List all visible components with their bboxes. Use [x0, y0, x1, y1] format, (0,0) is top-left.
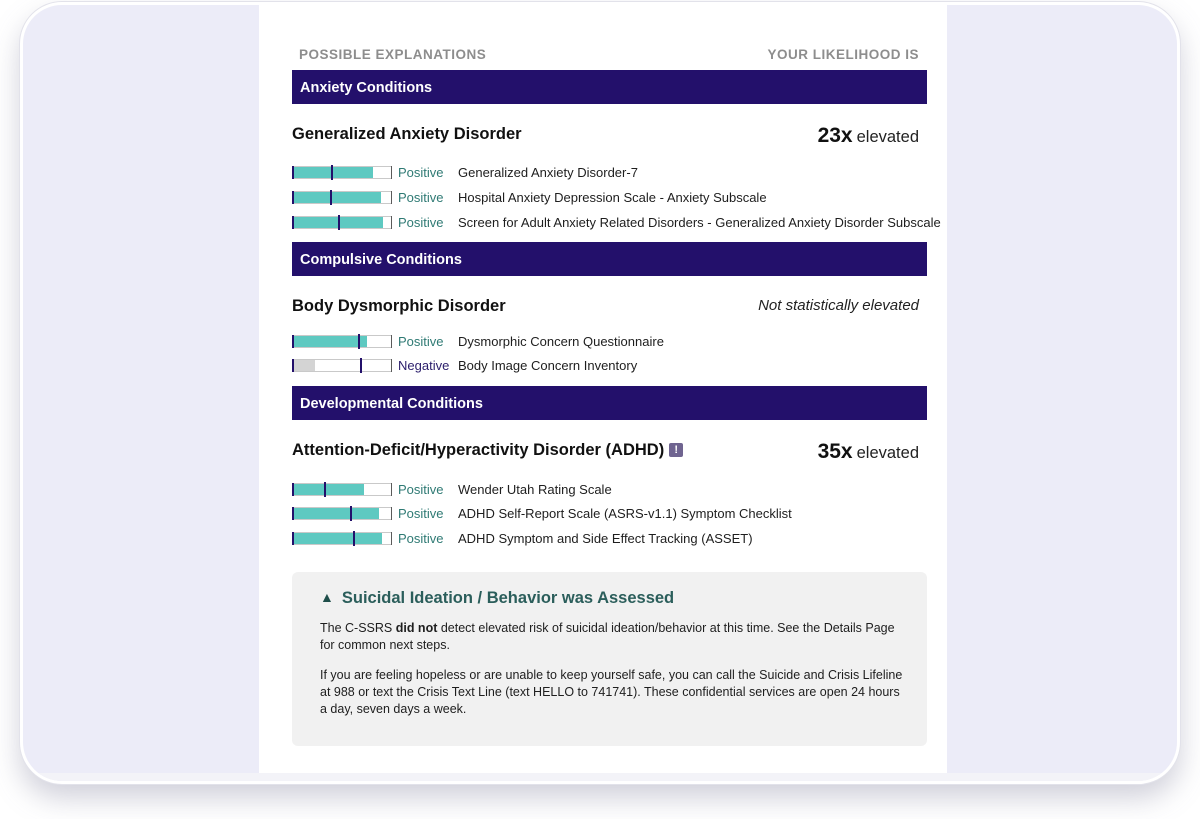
condition-title-bdd[interactable]: Body Dysmorphic Disorder: [292, 297, 506, 315]
threshold-marker: [353, 531, 355, 546]
result-label: Positive: [398, 334, 444, 349]
instrument-name[interactable]: Screen for Adult Anxiety Related Disorders - Generalized Anxiety Disorder Subscale: [458, 215, 941, 230]
instrument-name[interactable]: ADHD Symptom and Side Effect Tracking (ASSET): [458, 531, 753, 546]
result-label: Positive: [398, 531, 444, 546]
meter-start-marker: [292, 191, 294, 204]
results-sheet: [259, 5, 947, 779]
instrument-name[interactable]: Hospital Anxiety Depression Scale - Anxiety Subscale: [458, 190, 767, 205]
result-label: Positive: [398, 506, 444, 521]
meter-start-marker: [292, 532, 294, 545]
score-meter: [292, 483, 392, 496]
meter-end-marker: [391, 507, 392, 520]
meter-end-marker: [391, 216, 392, 229]
threshold-marker: [358, 334, 360, 349]
device-frame: [20, 2, 1180, 784]
meter-start-marker: [292, 483, 294, 496]
instrument-name[interactable]: Dysmorphic Concern Questionnaire: [458, 334, 664, 349]
meter-end-marker: [391, 532, 392, 545]
meter-end-marker: [391, 335, 392, 348]
alert-text: detect elevated risk of suicidal ideation/behavior at this time. See the Details Page for common next steps.: [320, 621, 895, 652]
score-meter: [292, 507, 392, 520]
suicide-assessment-alert: [292, 572, 927, 746]
section-bar-anxiety: Anxiety Conditions: [292, 70, 927, 104]
score-meter: [292, 216, 392, 229]
likelihood-heading: YOUR LIKELIHOOD IS: [767, 47, 919, 62]
condition-title-text: Attention-Deficit/Hyperactivity Disorder (ADHD): [292, 441, 665, 459]
likelihood-multiplier: 23x: [817, 124, 853, 147]
likelihood-gad: [818, 124, 919, 148]
condition-title-adhd[interactable]: [292, 441, 683, 460]
instrument-name[interactable]: Body Image Concern Inventory: [458, 358, 638, 373]
threshold-marker: [350, 506, 352, 521]
meter-end-marker: [391, 166, 392, 179]
score-meter: [292, 191, 392, 204]
alert-title: [320, 589, 674, 608]
result-label: Positive: [398, 190, 444, 205]
score-fill: [293, 508, 379, 519]
instrument-name[interactable]: Wender Utah Rating Scale: [458, 482, 612, 497]
score-fill: [293, 533, 382, 544]
score-fill: [293, 336, 367, 347]
threshold-marker: [338, 215, 340, 230]
info-alert-icon[interactable]: !: [669, 443, 683, 457]
threshold-marker: [331, 165, 333, 180]
meter-end-marker: [391, 483, 392, 496]
threshold-marker: [360, 358, 362, 373]
result-label: Positive: [398, 482, 444, 497]
result-label: Positive: [398, 215, 444, 230]
warning-triangle-icon: ▲: [320, 589, 334, 605]
instrument-name[interactable]: Generalized Anxiety Disorder-7: [458, 165, 638, 180]
meter-start-marker: [292, 507, 294, 520]
meter-end-marker: [391, 359, 392, 372]
device-bottom-edge: [23, 773, 1177, 781]
result-label: Negative: [398, 358, 450, 373]
threshold-marker: [330, 190, 332, 205]
likelihood-label: elevated: [856, 444, 919, 462]
score-fill: [293, 484, 364, 495]
alert-text-bold: did not: [395, 621, 438, 635]
meter-start-marker: [292, 335, 294, 348]
likelihood-adhd: [818, 440, 919, 464]
score-meter: [292, 532, 392, 545]
alert-text: The C-SSRS: [320, 621, 396, 635]
score-fill: [293, 360, 315, 371]
alert-title-text: Suicidal Ideation / Behavior was Assessed: [341, 589, 675, 607]
result-label: Positive: [398, 165, 444, 180]
meter-start-marker: [292, 359, 294, 372]
threshold-marker: [324, 482, 326, 497]
instrument-name[interactable]: ADHD Self-Report Scale (ASRS-v1.1) Symptom Checklist: [458, 506, 792, 521]
section-bar-compulsive: Compulsive Conditions: [292, 242, 927, 276]
likelihood-bdd: Not statistically elevated: [758, 297, 919, 314]
condition-title-gad[interactable]: Generalized Anxiety Disorder: [292, 125, 522, 143]
likelihood-label: elevated: [856, 128, 919, 146]
score-meter: [292, 335, 392, 348]
meter-start-marker: [292, 216, 294, 229]
possible-explanations-heading: POSSIBLE EXPLANATIONS: [299, 47, 487, 62]
alert-paragraph-resources: If you are feeling hopeless or are unable to keep yourself safe, you can call the Suicide and Crisis Lifeline at 988 or text the Crisis Text Line (text HELLO to 741741). These confidential services are open 24 hours a day, seven days a week.: [320, 668, 903, 716]
score-meter: [292, 166, 392, 179]
score-fill: [293, 192, 381, 203]
meter-start-marker: [292, 166, 294, 179]
alert-paragraph-result: [320, 620, 910, 654]
score-meter: [292, 359, 392, 372]
meter-end-marker: [391, 191, 392, 204]
likelihood-multiplier: 35x: [817, 440, 853, 463]
section-bar-developmental: Developmental Conditions: [292, 386, 927, 420]
